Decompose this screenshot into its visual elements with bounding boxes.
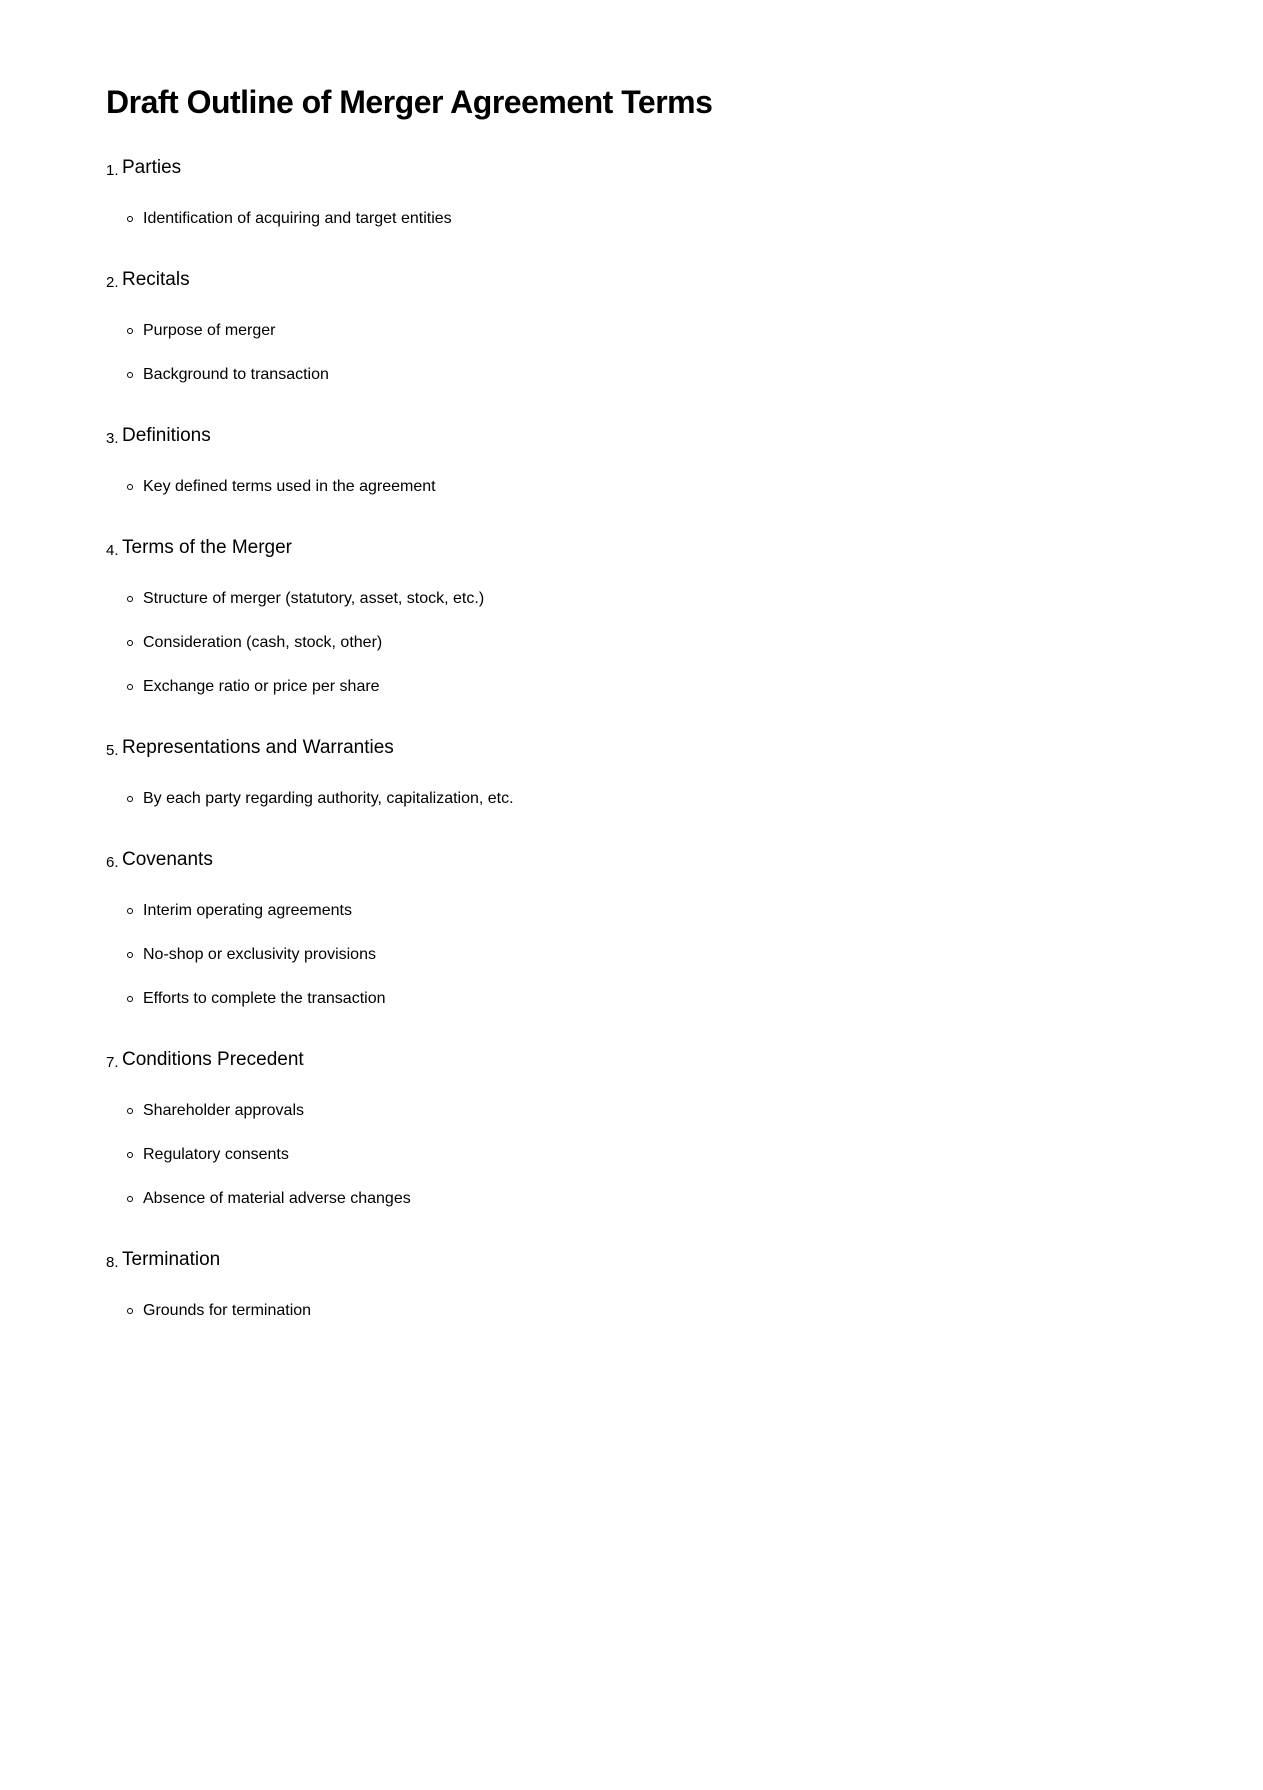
circle-bullet-icon — [127, 684, 133, 690]
section-number: 7. — [106, 1054, 119, 1071]
section-heading — [106, 1048, 1223, 1075]
subitem-list — [106, 789, 1223, 809]
list-item-text: Regulatory consents — [143, 1146, 289, 1163]
list-item — [106, 945, 1223, 965]
list-item — [106, 477, 1223, 497]
section-heading — [106, 1248, 1223, 1275]
section-number: 1. — [106, 162, 119, 179]
section-item — [106, 424, 1223, 497]
section-label: Recitals — [122, 269, 190, 290]
list-item-text: Shareholder approvals — [143, 1102, 304, 1119]
list-item-text: Interim operating agreements — [143, 902, 352, 919]
section-heading — [106, 536, 1223, 563]
circle-bullet-icon — [127, 1196, 133, 1202]
section-item — [106, 1248, 1223, 1321]
list-item — [106, 1145, 1223, 1165]
circle-bullet-icon — [127, 216, 133, 222]
list-item-text: Grounds for termination — [143, 1302, 312, 1319]
list-item-text: Exchange ratio or price per share — [143, 678, 380, 695]
section-heading — [106, 848, 1223, 875]
list-item-text: Purpose of merger — [143, 322, 276, 339]
circle-bullet-icon — [127, 484, 133, 490]
list-item — [106, 633, 1223, 653]
subitem-list — [106, 321, 1223, 385]
list-item-text: Key defined terms used in the agreement — [143, 478, 436, 495]
section-label: Termination — [122, 1249, 221, 1270]
list-item — [106, 1189, 1223, 1209]
section-item — [106, 848, 1223, 1009]
circle-bullet-icon — [127, 596, 133, 602]
list-item — [106, 989, 1223, 1009]
section-label: Terms of the Merger — [122, 537, 292, 558]
section-item — [106, 536, 1223, 697]
section-item — [106, 268, 1223, 385]
circle-bullet-icon — [127, 952, 133, 958]
section-label: Definitions — [122, 425, 211, 446]
circle-bullet-icon — [127, 372, 133, 378]
subitem-list — [106, 589, 1223, 697]
section-label: Covenants — [122, 849, 213, 870]
section-label: Conditions Precedent — [122, 1049, 304, 1070]
section-item — [106, 156, 1223, 229]
list-item-text: Consideration (cash, stock, other) — [143, 634, 383, 651]
section-item — [106, 736, 1223, 809]
circle-bullet-icon — [127, 1108, 133, 1114]
list-item — [106, 1301, 1223, 1321]
list-item — [106, 677, 1223, 697]
subitem-list — [106, 1101, 1223, 1209]
circle-bullet-icon — [127, 996, 133, 1002]
list-item — [106, 789, 1223, 809]
subitem-list — [106, 209, 1223, 229]
section-heading — [106, 156, 1223, 183]
section-number: 2. — [106, 274, 119, 291]
list-item-text: By each party regarding authority, capitalization, etc. — [143, 790, 514, 807]
list-item-text: No-shop or exclusivity provisions — [143, 946, 376, 963]
section-number: 3. — [106, 430, 119, 447]
subitem-list — [106, 1301, 1223, 1321]
circle-bullet-icon — [127, 796, 133, 802]
list-item-text: Absence of material adverse changes — [143, 1190, 411, 1207]
list-item-text: Structure of merger (statutory, asset, stock, etc.) — [143, 590, 485, 607]
section-number: 5. — [106, 742, 119, 759]
document — [106, 84, 1223, 1360]
list-item — [106, 209, 1223, 229]
section-number: 6. — [106, 854, 119, 871]
circle-bullet-icon — [127, 1308, 133, 1314]
section-label: Representations and Warranties — [122, 737, 394, 758]
circle-bullet-icon — [127, 908, 133, 914]
section-label: Parties — [122, 157, 182, 178]
page-title: Draft Outline of Merger Agreement Terms — [106, 84, 713, 120]
section-list — [106, 156, 1223, 1321]
list-item — [106, 365, 1223, 385]
subitem-list — [106, 901, 1223, 1009]
section-heading — [106, 424, 1223, 451]
list-item — [106, 589, 1223, 609]
section-number: 8. — [106, 1254, 119, 1271]
list-item — [106, 1101, 1223, 1121]
list-item-text: Identification of acquiring and target entities — [143, 210, 452, 227]
list-item-text: Efforts to complete the transaction — [143, 990, 386, 1007]
circle-bullet-icon — [127, 640, 133, 646]
section-heading — [106, 736, 1223, 763]
circle-bullet-icon — [127, 1152, 133, 1158]
section-heading — [106, 268, 1223, 295]
section-number: 4. — [106, 542, 119, 559]
circle-bullet-icon — [127, 328, 133, 334]
list-item-text: Background to transaction — [143, 366, 329, 383]
subitem-list — [106, 477, 1223, 497]
list-item — [106, 321, 1223, 341]
section-item — [106, 1048, 1223, 1209]
list-item — [106, 901, 1223, 921]
